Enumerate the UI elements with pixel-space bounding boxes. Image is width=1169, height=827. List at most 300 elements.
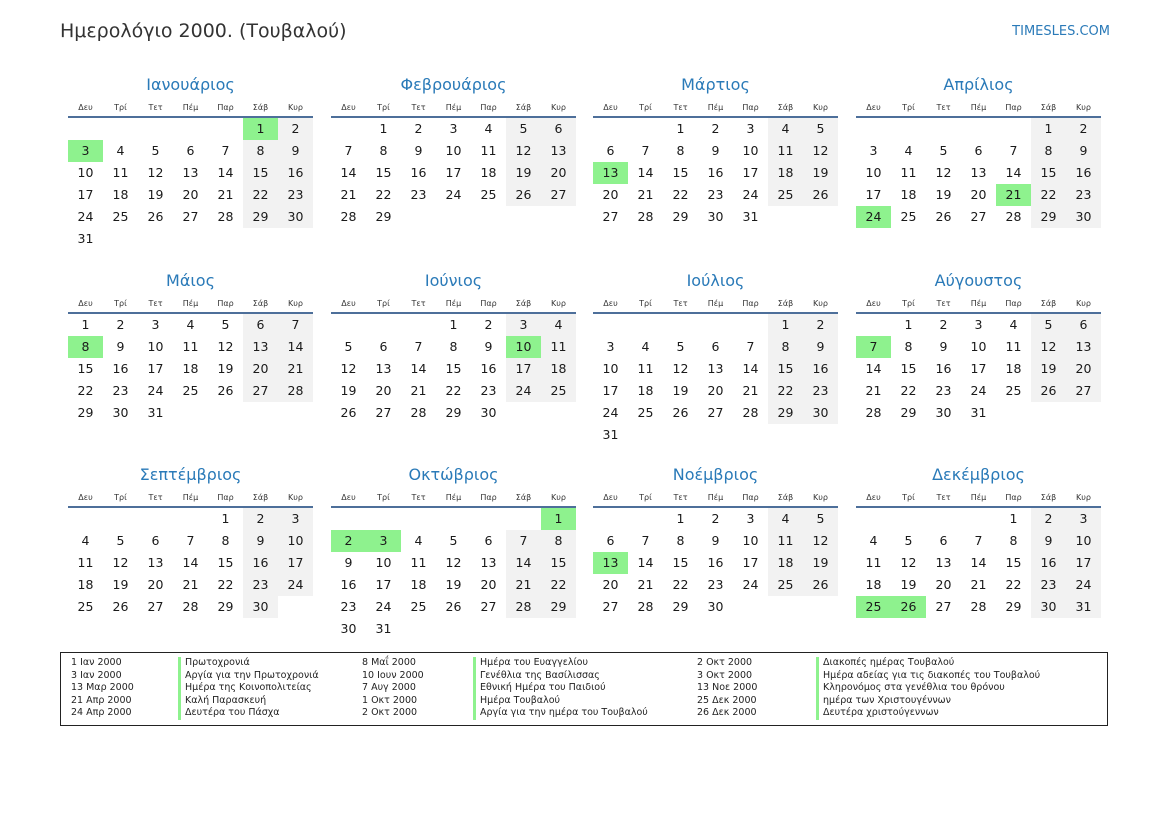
day-cell: 30 [1031,596,1066,618]
day-cell: 13 [935,555,952,570]
day-cell: 29 [900,405,917,420]
day-cell: 22 [768,380,803,402]
day-cell: 18 [77,577,94,592]
weekday-header [593,296,838,314]
weekday-label: Σάβ [515,299,532,308]
day-cell: 4 [869,533,878,548]
day-cell: 15 [541,552,576,574]
weekday-label: Σάβ [1040,493,1057,502]
day-cell: 1 [449,317,458,332]
day-cell: 31 [1066,596,1101,618]
day-cell: 22 [1005,577,1022,592]
day-cell: 9 [1031,530,1066,552]
day-cell: 24 [375,599,392,614]
day-cell: 9 [803,336,838,358]
day-cell: 16 [112,361,129,376]
day-cell: 6 [606,143,615,158]
legend-holiday-name: Γενέθλια της Βασίλισσας [473,670,600,683]
day-cell: 25 [480,187,497,202]
holiday-day-cell: 8 [68,336,103,358]
day-cell: 20 [602,577,619,592]
day-cell: 1 [1031,118,1066,140]
month-calendar [68,72,313,250]
holiday-day-cell: 21 [996,184,1031,206]
day-cell: 18 [900,187,917,202]
weekday-label: Κυρ [288,299,303,308]
day-cell: 22 [672,577,689,592]
legend-date: 24 Απρ 2000 [71,707,132,719]
day-grid [331,508,576,640]
empty-cell [733,314,768,336]
day-grid [331,314,576,424]
day-cell: 30 [243,596,278,618]
day-cell: 17 [1066,552,1101,574]
holiday-day-cell: 13 [593,552,628,574]
weekday-header [331,100,576,118]
weekday-label: Τρί [639,299,652,308]
day-cell: 13 [375,361,392,376]
weekday-label: Παρ [742,299,759,308]
holiday-legend [60,652,1108,726]
day-cell: 15 [217,555,234,570]
weekday-label: Κυρ [551,103,566,112]
day-cell: 30 [1066,206,1101,228]
legend-date: 3 Οκτ 2000 [697,669,753,681]
day-cell: 25 [900,209,917,224]
day-cell: 25 [768,184,803,206]
day-cell: 14 [865,361,882,376]
day-cell: 2 [243,508,278,530]
empty-cell [663,314,698,336]
day-cell: 25 [112,209,129,224]
legend-holiday-name: Αργία για την ημέρα του Τουβαλού [473,707,648,720]
day-cell: 12 [900,555,917,570]
day-cell: 21 [182,577,199,592]
weekday-header [68,296,313,314]
weekday-label: Τετ [673,299,688,308]
day-cell: 23 [112,383,129,398]
day-cell: 21 [340,187,357,202]
day-cell: 13 [147,555,164,570]
day-cell: 22 [1031,184,1066,206]
day-cell: 17 [506,358,541,380]
weekday-label: Κυρ [551,493,566,502]
month-calendar [593,462,838,618]
empty-cell [628,508,663,530]
weekday-header [331,296,576,314]
legend-date: 3 Ιαν 2000 [71,669,122,681]
day-cell: 7 [414,339,423,354]
legend-holiday-name: Πρωτοχρονιά [178,657,250,670]
day-cell: 3 [869,143,878,158]
day-cell: 1 [904,317,913,332]
day-cell: 1 [676,121,685,136]
weekday-label: Τρί [377,493,390,502]
day-cell: 2 [803,314,838,336]
day-cell: 23 [480,383,497,398]
empty-cell [401,314,436,336]
weekday-label: Δευ [866,103,881,112]
day-cell: 22 [243,184,278,206]
day-cell: 8 [243,140,278,162]
day-cell: 18 [768,552,803,574]
legend-holiday-name: Διακοπές ημέρας Τουβαλού [816,657,954,670]
day-cell: 22 [672,187,689,202]
weekday-header [593,100,838,118]
empty-cell [628,314,663,336]
day-cell: 16 [707,555,724,570]
legend-date: 2 Οκτ 2000 [362,707,418,719]
day-cell: 27 [707,405,724,420]
weekday-label: Πέμ [707,103,724,112]
weekday-label: Τρί [114,103,127,112]
day-cell: 27 [602,599,619,614]
day-cell: 22 [541,574,576,596]
day-cell: 17 [147,361,164,376]
day-cell: 28 [340,209,357,224]
day-grid [593,508,838,618]
day-cell: 8 [1009,533,1018,548]
weekday-label: Κυρ [1076,299,1091,308]
day-grid [331,118,576,228]
holiday-day-cell: 1 [541,508,576,530]
day-grid [856,118,1101,228]
empty-cell [68,508,103,530]
month-title: Σεπτέμβριος [139,465,242,484]
empty-cell [103,508,138,530]
day-cell: 19 [445,577,462,592]
day-cell: 30 [278,206,313,228]
day-cell: 26 [803,184,838,206]
weekday-label: Πέμ [970,299,987,308]
day-cell: 18 [480,165,497,180]
weekday-label: Πέμ [970,493,987,502]
day-cell: 1 [676,511,685,526]
day-cell: 6 [379,339,388,354]
month-calendar [331,72,576,228]
weekday-label: Παρ [742,103,759,112]
day-cell: 10 [970,339,987,354]
day-cell: 27 [147,599,164,614]
weekday-label: Σάβ [515,103,532,112]
day-cell: 5 [803,508,838,530]
day-cell: 14 [217,165,234,180]
day-cell: 26 [506,184,541,206]
holiday-day-cell: 7 [856,336,891,358]
day-cell: 19 [147,187,164,202]
day-cell: 6 [243,314,278,336]
day-cell: 7 [506,530,541,552]
day-cell: 4 [81,533,90,548]
day-cell: 29 [768,402,803,424]
weekday-label: Παρ [217,493,234,502]
day-cell: 11 [1005,339,1022,354]
day-cell: 10 [147,339,164,354]
day-cell: 15 [672,555,689,570]
legend-holiday-name: ημέρα των Χριστουγέννων [816,695,951,708]
weekday-label: Πέμ [445,103,462,112]
weekday-label: Κυρ [1076,493,1091,502]
day-cell: 31 [77,231,94,246]
day-cell: 3 [151,317,160,332]
day-cell: 22 [900,383,917,398]
day-cell: 21 [217,187,234,202]
weekday-label: Δευ [603,493,618,502]
day-cell: 19 [340,383,357,398]
day-cell: 5 [221,317,230,332]
day-cell: 12 [445,555,462,570]
day-cell: 4 [541,314,576,336]
day-cell: 29 [672,209,689,224]
day-cell: 28 [637,599,654,614]
day-cell: 25 [768,574,803,596]
empty-cell [593,508,628,530]
day-cell: 27 [1066,380,1101,402]
day-cell: 1 [81,317,90,332]
legend-date: 1 Οκτ 2000 [362,694,418,706]
day-cell: 1 [221,511,230,526]
month-calendar [68,462,313,618]
day-cell: 7 [641,143,650,158]
day-cell: 27 [935,599,952,614]
weekday-label: Παρ [217,103,234,112]
weekday-label: Παρ [742,493,759,502]
day-cell: 31 [375,621,392,636]
day-cell: 17 [742,165,759,180]
weekday-label: Τετ [148,299,163,308]
day-cell: 2 [414,121,423,136]
day-cell: 19 [506,162,541,184]
weekday-label: Τετ [148,103,163,112]
empty-cell [891,508,926,530]
empty-cell [103,118,138,140]
day-cell: 23 [1066,184,1101,206]
day-cell: 29 [445,405,462,420]
weekday-label: Παρ [480,103,497,112]
day-cell: 20 [707,383,724,398]
weekday-label: Σάβ [252,103,269,112]
empty-cell [471,508,506,530]
day-cell: 26 [217,383,234,398]
day-cell: 24 [506,380,541,402]
weekday-header [593,490,838,508]
day-cell: 30 [480,405,497,420]
weekday-label: Σάβ [777,103,794,112]
day-cell: 3 [974,317,983,332]
weekday-header [68,100,313,118]
day-cell: 24 [742,577,759,592]
day-cell: 11 [77,555,94,570]
empty-cell [401,508,436,530]
legend-holiday-name: Δευτέρα του Πάσχα [178,707,280,720]
day-cell: 15 [445,361,462,376]
day-cell: 10 [278,530,313,552]
weekday-header [856,100,1101,118]
day-cell: 16 [707,165,724,180]
day-cell: 18 [768,162,803,184]
weekday-label: Τρί [377,299,390,308]
weekday-label: Πέμ [445,493,462,502]
day-cell: 13 [182,165,199,180]
legend-holiday-name: Ημέρα Τουβαλού [473,695,560,708]
day-cell: 11 [541,336,576,358]
day-cell: 21 [970,577,987,592]
month-title: Φεβρουάριος [400,75,507,94]
day-cell: 26 [112,599,129,614]
day-cell: 30 [935,405,952,420]
empty-cell [961,508,996,530]
weekday-header [68,490,313,508]
day-cell: 23 [278,184,313,206]
empty-cell [996,118,1031,140]
empty-cell [366,314,401,336]
empty-cell [856,118,891,140]
day-cell: 29 [672,599,689,614]
empty-cell [436,508,471,530]
day-cell: 17 [865,187,882,202]
empty-cell [366,508,401,530]
empty-cell [173,508,208,530]
weekday-label: Τρί [377,103,390,112]
day-cell: 20 [480,577,497,592]
day-cell: 5 [904,533,913,548]
day-cell: 24 [970,383,987,398]
empty-cell [698,314,733,336]
day-cell: 8 [676,143,685,158]
day-cell: 9 [116,339,125,354]
holiday-day-cell: 3 [366,530,401,552]
weekday-label: Τετ [936,103,951,112]
day-cell: 31 [742,209,759,224]
day-cell: 12 [340,361,357,376]
weekday-label: Τετ [673,103,688,112]
day-cell: 5 [116,533,125,548]
day-cell: 15 [375,165,392,180]
weekday-label: Κυρ [813,493,828,502]
day-cell: 28 [1005,209,1022,224]
day-cell: 7 [221,143,230,158]
empty-cell [856,508,891,530]
day-cell: 12 [803,140,838,162]
day-cell: 10 [602,361,619,376]
day-cell: 2 [116,317,125,332]
day-cell: 26 [1031,380,1066,402]
day-cell: 21 [278,358,313,380]
day-cell: 15 [672,165,689,180]
day-cell: 18 [182,361,199,376]
day-cell: 5 [151,143,160,158]
day-cell: 27 [375,405,392,420]
day-cell: 6 [711,339,720,354]
month-calendar [331,462,576,640]
month-title: Ιούνιος [424,271,483,290]
weekday-label: Τετ [411,299,426,308]
day-cell: 29 [217,599,234,614]
site-link[interactable]: TIMESLES.COM [1012,24,1110,39]
day-cell: 20 [935,577,952,592]
day-cell: 22 [445,383,462,398]
day-cell: 27 [970,209,987,224]
day-cell: 18 [112,187,129,202]
day-cell: 22 [375,187,392,202]
day-cell: 21 [865,383,882,398]
day-cell: 10 [865,165,882,180]
weekday-label: Πέμ [182,103,199,112]
day-cell: 11 [480,143,497,158]
day-cell: 14 [506,552,541,574]
day-cell: 11 [182,339,199,354]
day-cell: 4 [414,533,423,548]
day-grid [856,508,1101,618]
empty-cell [138,118,173,140]
holiday-day-cell: 1 [243,118,278,140]
day-cell: 24 [445,187,462,202]
weekday-label: Δευ [78,299,93,308]
day-cell: 2 [711,121,720,136]
day-cell: 3 [746,121,755,136]
weekday-label: Παρ [217,299,234,308]
day-cell: 8 [768,336,803,358]
weekday-label: Τετ [411,103,426,112]
day-cell: 23 [410,187,427,202]
holiday-day-cell: 13 [593,162,628,184]
day-cell: 4 [641,339,650,354]
weekday-label: Πέμ [970,103,987,112]
day-cell: 3 [746,511,755,526]
weekday-label: Σάβ [1040,103,1057,112]
weekday-label: Τετ [936,493,951,502]
holiday-day-cell: 25 [856,596,891,618]
month-calendar [331,268,576,424]
day-cell: 7 [746,339,755,354]
legend-holiday-name: Αργία για την Πρωτοχρονιά [178,670,319,683]
empty-cell [208,118,243,140]
day-cell: 14 [742,361,759,376]
day-cell: 19 [900,577,917,592]
day-cell: 7 [1009,143,1018,158]
legend-holiday-name: Ημέρα του Ευαγγελίου [473,657,588,670]
day-cell: 24 [147,383,164,398]
day-cell: 15 [243,162,278,184]
legend-date: 8 Μαΐ 2000 [362,657,416,668]
weekday-label: Κυρ [813,299,828,308]
day-cell: 16 [1066,162,1101,184]
day-cell: 17 [375,577,392,592]
day-cell: 26 [935,209,952,224]
day-cell: 16 [340,577,357,592]
day-cell: 28 [865,405,882,420]
legend-holiday-name: Δευτέρα χριστούγεννων [816,707,939,720]
day-cell: 4 [186,317,195,332]
day-cell: 6 [606,533,615,548]
weekday-label: Σάβ [1040,299,1057,308]
empty-cell [628,118,663,140]
day-cell: 30 [112,405,129,420]
empty-cell [961,118,996,140]
day-cell: 11 [410,555,427,570]
day-cell: 6 [1066,314,1101,336]
day-cell: 11 [112,165,129,180]
day-cell: 28 [410,405,427,420]
weekday-label: Κυρ [288,103,303,112]
day-cell: 20 [375,383,392,398]
day-cell: 11 [768,140,803,162]
weekday-label: Κυρ [288,493,303,502]
legend-holiday-name: Καλή Παρασκευή [178,695,266,708]
day-cell: 14 [340,165,357,180]
day-cell: 29 [1031,206,1066,228]
day-cell: 23 [340,599,357,614]
